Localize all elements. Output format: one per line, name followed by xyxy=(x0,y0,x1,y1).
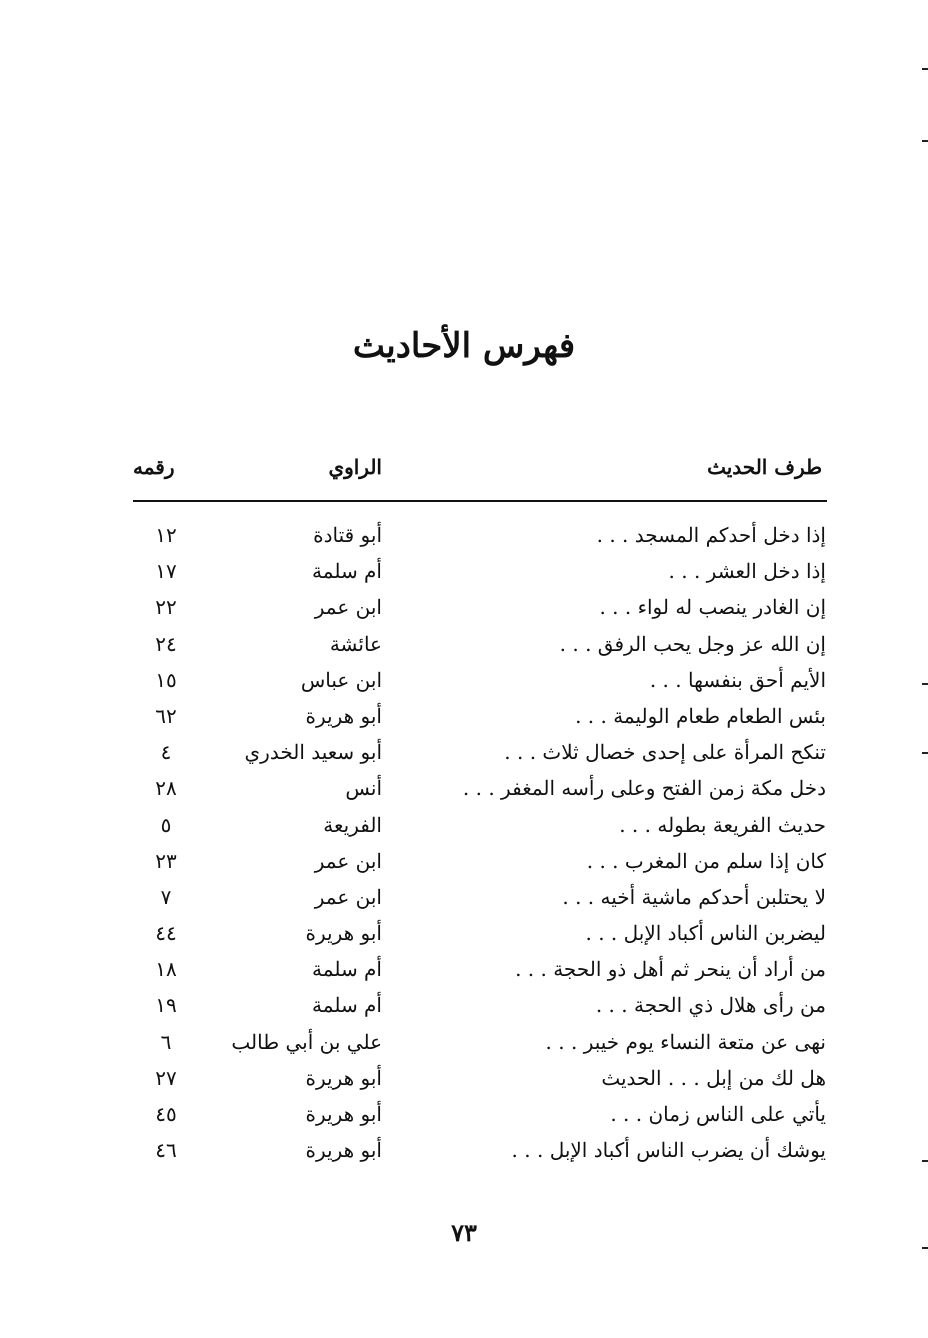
hadith-text: بئس الطعام طعام الوليمة . . . xyxy=(575,703,826,728)
narrator-name: علي بن أبي طالب xyxy=(231,1029,382,1054)
header-divider xyxy=(133,500,827,502)
table-row xyxy=(0,845,928,881)
hadith-text: الأيم أحق بنفسها . . . xyxy=(649,667,826,692)
hadith-number: ٦ xyxy=(160,1029,172,1054)
hadith-text: نهى عن متعة النساء يوم خيبر . . . xyxy=(545,1029,826,1054)
table-row xyxy=(0,917,928,953)
hadith-index-table xyxy=(0,519,928,1170)
table-row xyxy=(0,700,928,736)
hadith-text: تنكح المرأة على إحدى خصال ثلاث . . . xyxy=(504,740,826,765)
hadith-number: ١٨ xyxy=(155,957,177,982)
table-row xyxy=(0,555,928,591)
hadith-number: ٢٣ xyxy=(155,848,177,873)
hadith-text: إن الغادر ينصب له لواء . . . xyxy=(599,595,826,620)
hadith-number: ٥ xyxy=(160,812,172,837)
hadith-text: حديث الفريعة بطوله . . . xyxy=(619,812,826,837)
hadith-text: إذا دخل أحدكم المسجد . . . xyxy=(596,523,826,547)
hadith-number: ٢٨ xyxy=(155,776,177,801)
scan-edge-mark xyxy=(922,1247,928,1249)
scan-edge-mark xyxy=(922,1160,928,1162)
table-row xyxy=(0,736,928,772)
hadith-number: ٤٥ xyxy=(155,1102,177,1126)
column-header-number: رقمه xyxy=(133,455,175,479)
hadith-number: ٢٤ xyxy=(155,631,177,656)
narrator-name: عائشة xyxy=(329,631,382,656)
column-header-narrator: الراوي xyxy=(328,455,382,479)
scan-edge-mark xyxy=(922,752,928,754)
hadith-number: ١٥ xyxy=(155,667,177,692)
narrator-name: ابن عمر xyxy=(314,884,382,909)
hadith-text: ليضربن الناس أكباد الإبل . . . xyxy=(585,921,826,946)
page-title: فهرس الأحاديث xyxy=(352,326,576,366)
table-row xyxy=(0,628,928,664)
table-row xyxy=(0,519,928,555)
hadith-number: ٤٤ xyxy=(155,921,177,946)
narrator-name: أبو هريرة xyxy=(305,1102,382,1126)
scan-edge-mark xyxy=(922,140,928,142)
hadith-number: ١٧ xyxy=(155,559,177,584)
hadith-text: لا يحتلبن أحدكم ماشية أخيه . . . xyxy=(562,884,826,909)
narrator-name: أبو سعيد الخدري xyxy=(244,740,382,765)
narrator-name: أبو هريرة xyxy=(305,1138,382,1163)
table-row xyxy=(0,1098,928,1134)
hadith-number: ٢٢ xyxy=(155,595,177,620)
hadith-text: من رأى هلال ذي الحجة . . . xyxy=(595,993,826,1018)
hadith-number: ٦٢ xyxy=(155,703,177,728)
column-header-hadith: طرف الحديث xyxy=(707,455,822,479)
table-row xyxy=(0,809,928,845)
narrator-name: أبو هريرة xyxy=(305,703,382,728)
narrator-name: أنس xyxy=(345,776,382,801)
table-row xyxy=(0,881,928,917)
scan-edge-mark xyxy=(922,68,928,70)
hadith-text: كان إذا سلم من المغرب . . . xyxy=(586,848,826,873)
table-row xyxy=(0,1026,928,1062)
hadith-text: إذا دخل العشر . . . xyxy=(668,559,826,584)
hadith-number: ٢٧ xyxy=(155,1065,177,1090)
hadith-text: دخل مكة زمن الفتح وعلى رأسه المغفر . . . xyxy=(462,776,826,801)
narrator-name: أم سلمة xyxy=(312,957,382,982)
table-row xyxy=(0,772,928,808)
table-row xyxy=(0,953,928,989)
table-row xyxy=(0,591,928,627)
narrator-name: أبو هريرة xyxy=(305,1065,382,1090)
hadith-text: هل لك من إبل . . . الحديث xyxy=(601,1065,826,1090)
hadith-number: ١٩ xyxy=(155,993,177,1018)
narrator-name: أم سلمة xyxy=(312,993,382,1018)
hadith-number: ٤ xyxy=(160,740,172,765)
page-number: ٧٣ xyxy=(451,1218,477,1247)
hadith-number: ٧ xyxy=(160,884,172,909)
table-row xyxy=(0,1134,928,1170)
narrator-name: ابن عمر xyxy=(314,848,382,873)
narrator-name: أبو قتادة xyxy=(313,523,382,547)
hadith-number: ١٢ xyxy=(155,523,177,547)
narrator-name: ابن عمر xyxy=(314,595,382,620)
hadith-text: إن الله عز وجل يحب الرفق . . . xyxy=(559,631,826,656)
hadith-text: من أراد أن ينحر ثم أهل ذو الحجة . . . xyxy=(515,957,826,982)
scan-edge-mark xyxy=(922,683,928,685)
table-row xyxy=(0,664,928,700)
hadith-number: ٤٦ xyxy=(155,1138,177,1163)
table-row xyxy=(0,1062,928,1098)
hadith-text: يأتي على الناس زمان . . . xyxy=(610,1102,826,1126)
narrator-name: الفريعة xyxy=(323,812,382,837)
narrator-name: ابن عباس xyxy=(300,667,382,692)
narrator-name: أم سلمة xyxy=(312,559,382,584)
narrator-name: أبو هريرة xyxy=(305,921,382,946)
hadith-text: يوشك أن يضرب الناس أكباد الإبل . . . xyxy=(511,1138,826,1163)
table-row xyxy=(0,989,928,1025)
